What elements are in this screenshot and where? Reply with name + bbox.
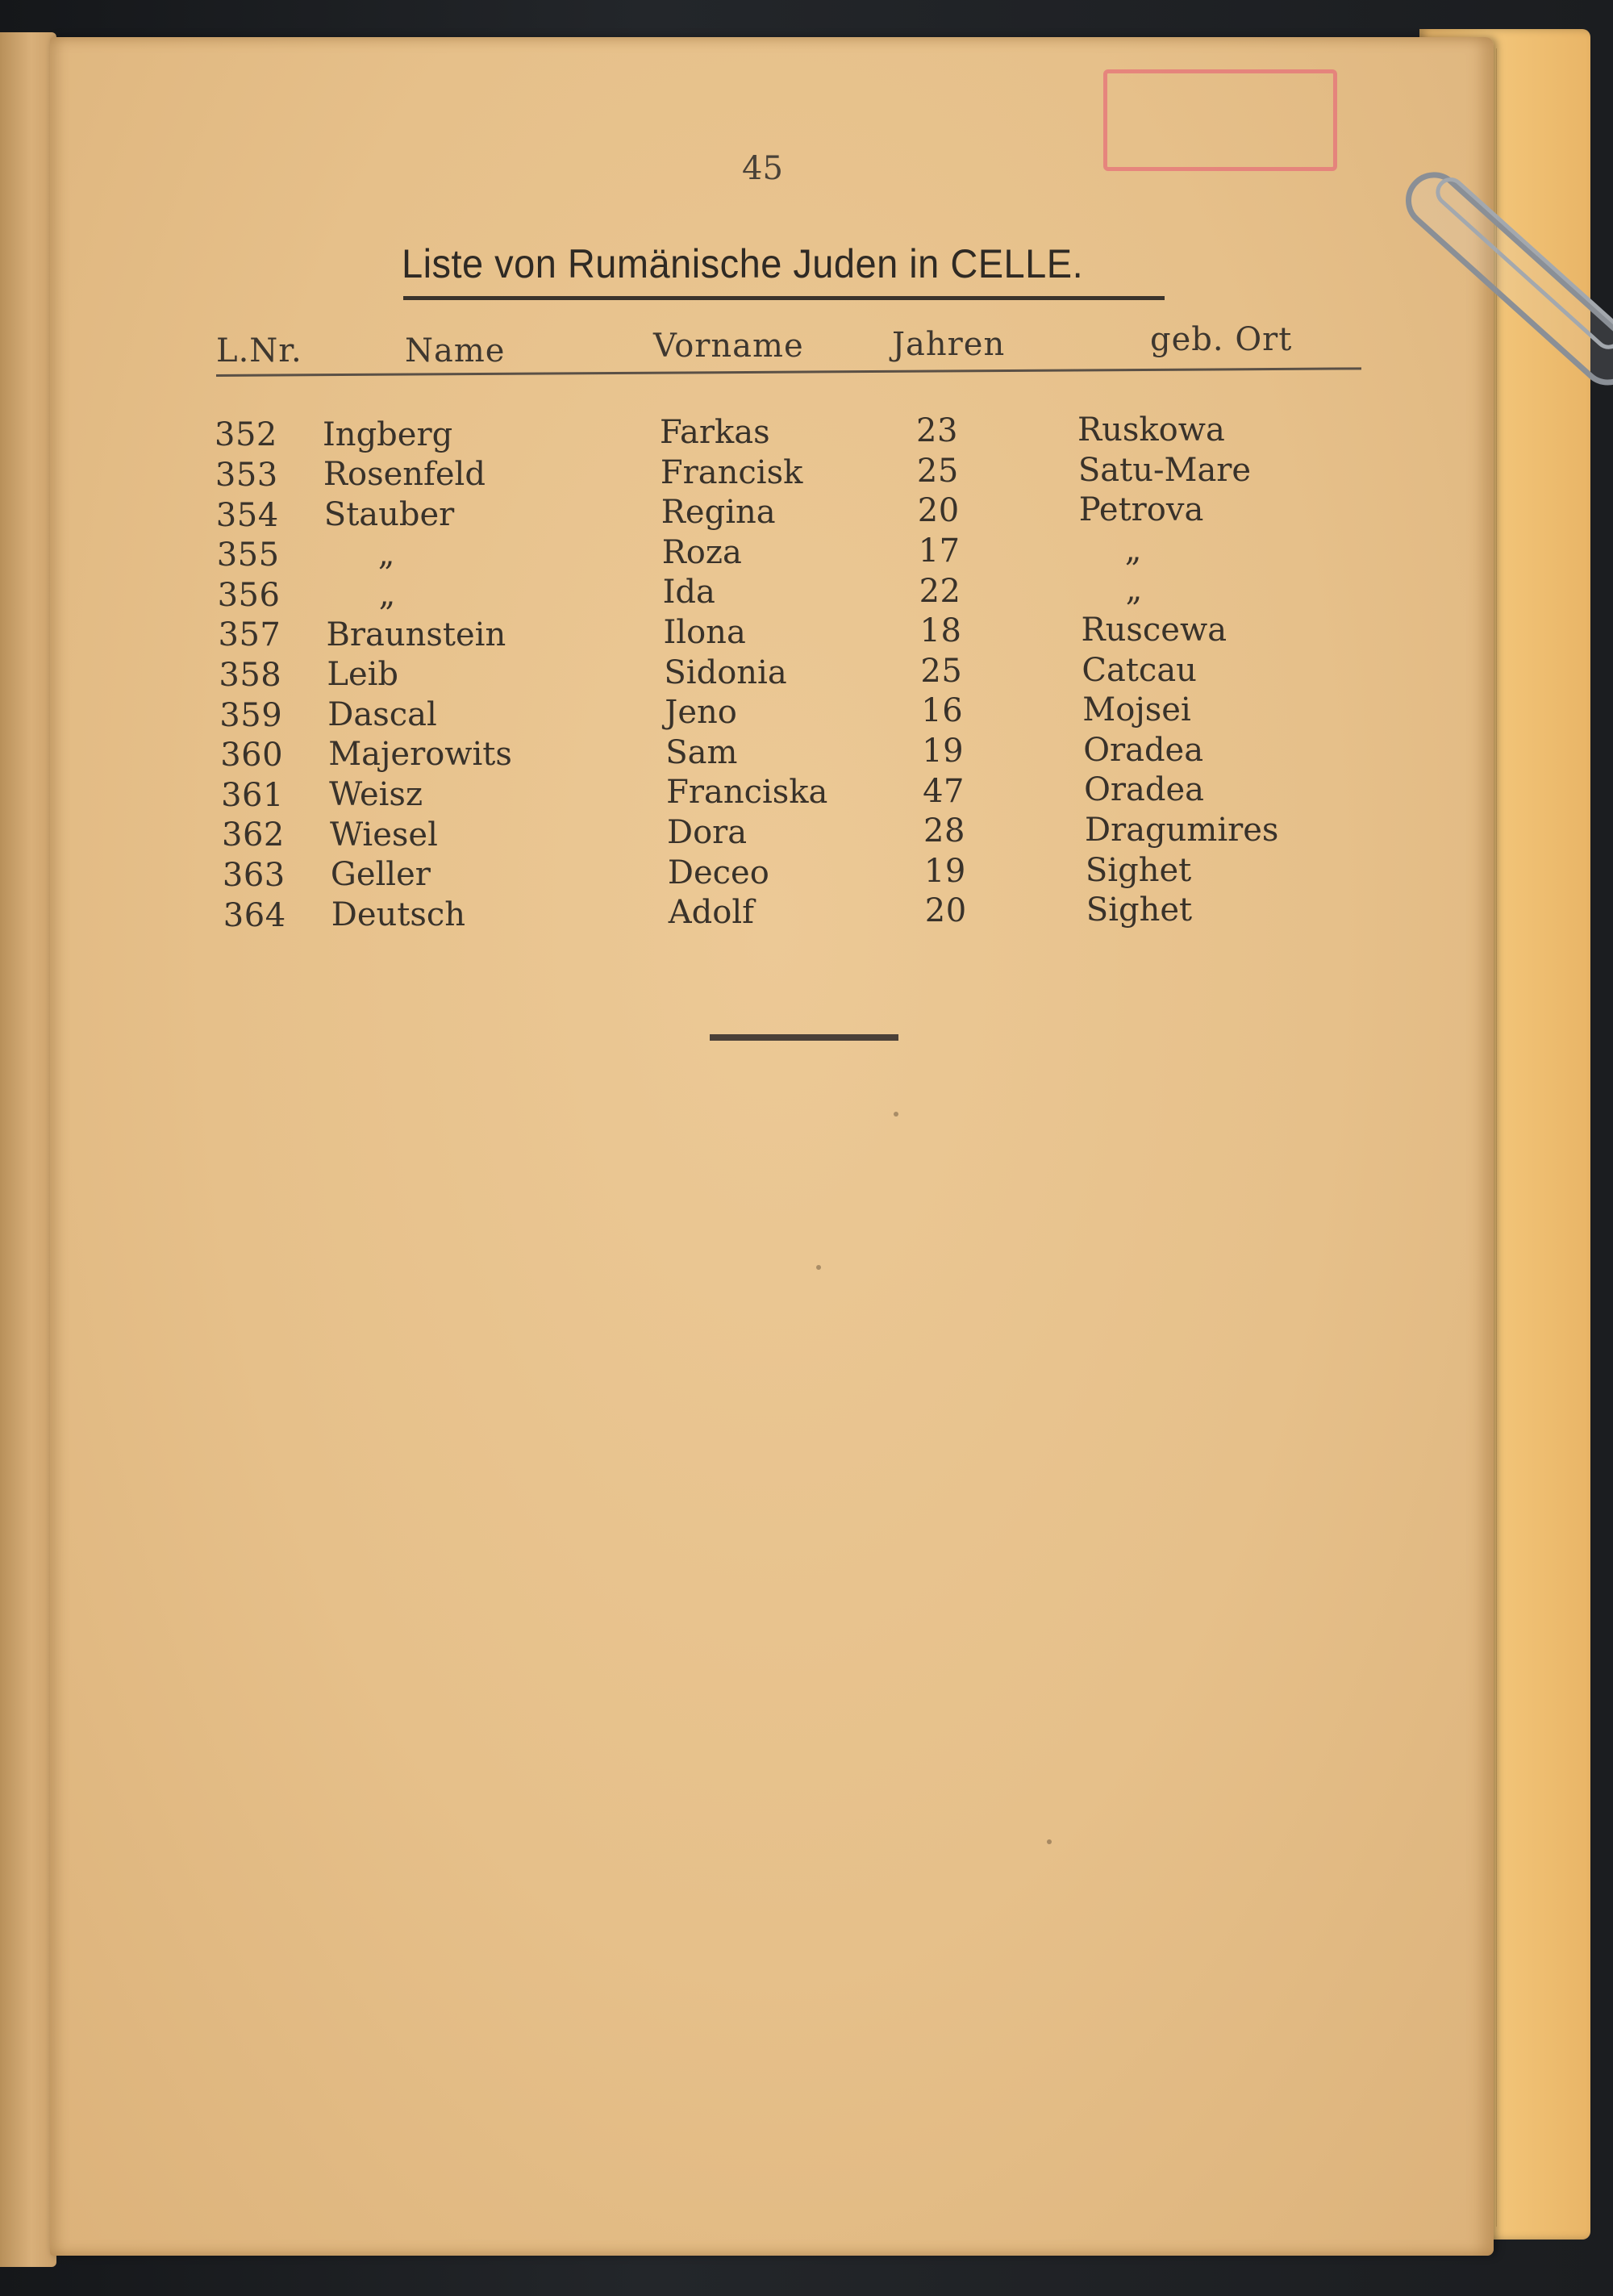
cell-jahren: 18 (919, 612, 962, 650)
cell-vorname: Sidonia (664, 653, 787, 691)
cell-vorname: Roza (661, 533, 742, 571)
cell-ort: Mojsei (1082, 691, 1191, 729)
cell-vorname: Ilona (663, 614, 746, 652)
cell-name: Majerowits (328, 736, 512, 774)
cell-name: Weisz (329, 776, 423, 813)
cell-jahren: 19 (923, 852, 966, 890)
cell-jahren: 22 (919, 572, 961, 610)
cell-nr: 354 (215, 496, 279, 534)
column-header-ort: geb. Ort (1150, 321, 1293, 358)
cell-ort: Ruscewa (1081, 611, 1227, 649)
cell-nr: 364 (223, 896, 286, 934)
facing-page-edge (0, 32, 56, 2267)
cell-jahren: 25 (916, 452, 959, 490)
page-number: 45 (742, 150, 783, 187)
paper-speck (1047, 1839, 1052, 1844)
cell-name: Rosenfeld (323, 456, 486, 494)
cell-vorname: Sam (665, 733, 738, 771)
cell-jahren: 16 (921, 692, 964, 730)
cell-nr: 358 (219, 657, 282, 694)
cell-vorname: Francisk (660, 453, 803, 491)
cell-name: Deutsch (331, 895, 466, 933)
cell-nr: 353 (215, 457, 278, 494)
cell-name: Geller (330, 856, 431, 894)
cell-vorname: Adolf (668, 894, 754, 932)
cell-name: „ (377, 536, 395, 574)
cell-ort: „ (1125, 571, 1143, 609)
title-underline (403, 296, 1165, 300)
cell-nr: 362 (222, 816, 285, 854)
cell-ort: Catcau (1082, 651, 1197, 689)
cell-jahren: 47 (923, 772, 965, 810)
cell-vorname: Regina (661, 494, 776, 532)
cell-ort: Satu-Mare (1077, 451, 1252, 489)
cell-jahren: 23 (916, 412, 958, 450)
cell-jahren: 19 (922, 732, 965, 770)
cell-name: Dascal (327, 695, 437, 733)
paper-speck (894, 1112, 898, 1117)
cell-name: Leib (327, 656, 399, 694)
cell-jahren: 17 (918, 532, 961, 570)
column-header-jahren: Jahren (892, 326, 1006, 363)
cell-name: Stauber (323, 495, 455, 533)
cell-ort: Oradea (1083, 731, 1204, 769)
cell-vorname: Franciska (666, 774, 828, 812)
cell-nr: 359 (219, 696, 283, 734)
cell-ort: Petrova (1078, 491, 1204, 529)
end-of-list-rule (710, 1034, 898, 1041)
page-title: Liste von Rumänische Juden in CELLE. (402, 241, 1084, 286)
paper-speck (816, 1265, 821, 1270)
column-header-nr: L.Nr. (216, 332, 302, 369)
cell-nr: 352 (215, 416, 277, 454)
cell-ort: Dragumires (1085, 811, 1279, 849)
cell-nr: 360 (220, 737, 284, 774)
cell-nr: 361 (221, 776, 284, 814)
cell-ort: „ (1124, 531, 1142, 569)
cell-nr: 357 (218, 616, 281, 654)
cell-vorname: Jeno (665, 694, 737, 732)
red-stamp-box (1103, 69, 1337, 171)
cell-jahren: 25 (920, 652, 963, 690)
cell-vorname: Ida (662, 574, 715, 612)
cell-ort: Oradea (1084, 771, 1204, 809)
column-header-name: Name (405, 332, 506, 369)
cell-jahren: 20 (917, 492, 960, 530)
cell-nr: 356 (217, 576, 281, 614)
cell-ort: Sighet (1086, 891, 1193, 929)
cell-vorname: Dora (667, 814, 748, 852)
cell-ort: Sighet (1085, 851, 1192, 889)
cell-name: Wiesel (330, 816, 438, 854)
cell-jahren: 28 (923, 812, 965, 850)
cell-name: „ (378, 576, 396, 613)
cell-vorname: Farkas (660, 414, 770, 452)
column-header-vorname: Vorname (653, 328, 804, 365)
cell-vorname: Deceo (667, 854, 769, 891)
cell-nr: 355 (216, 536, 280, 574)
cell-ort: Ruskowa (1077, 411, 1225, 449)
cell-nr: 363 (222, 857, 286, 894)
cell-name: Ingberg (323, 415, 453, 453)
cell-name: Braunstein (326, 616, 506, 653)
cell-jahren: 20 (924, 892, 967, 930)
